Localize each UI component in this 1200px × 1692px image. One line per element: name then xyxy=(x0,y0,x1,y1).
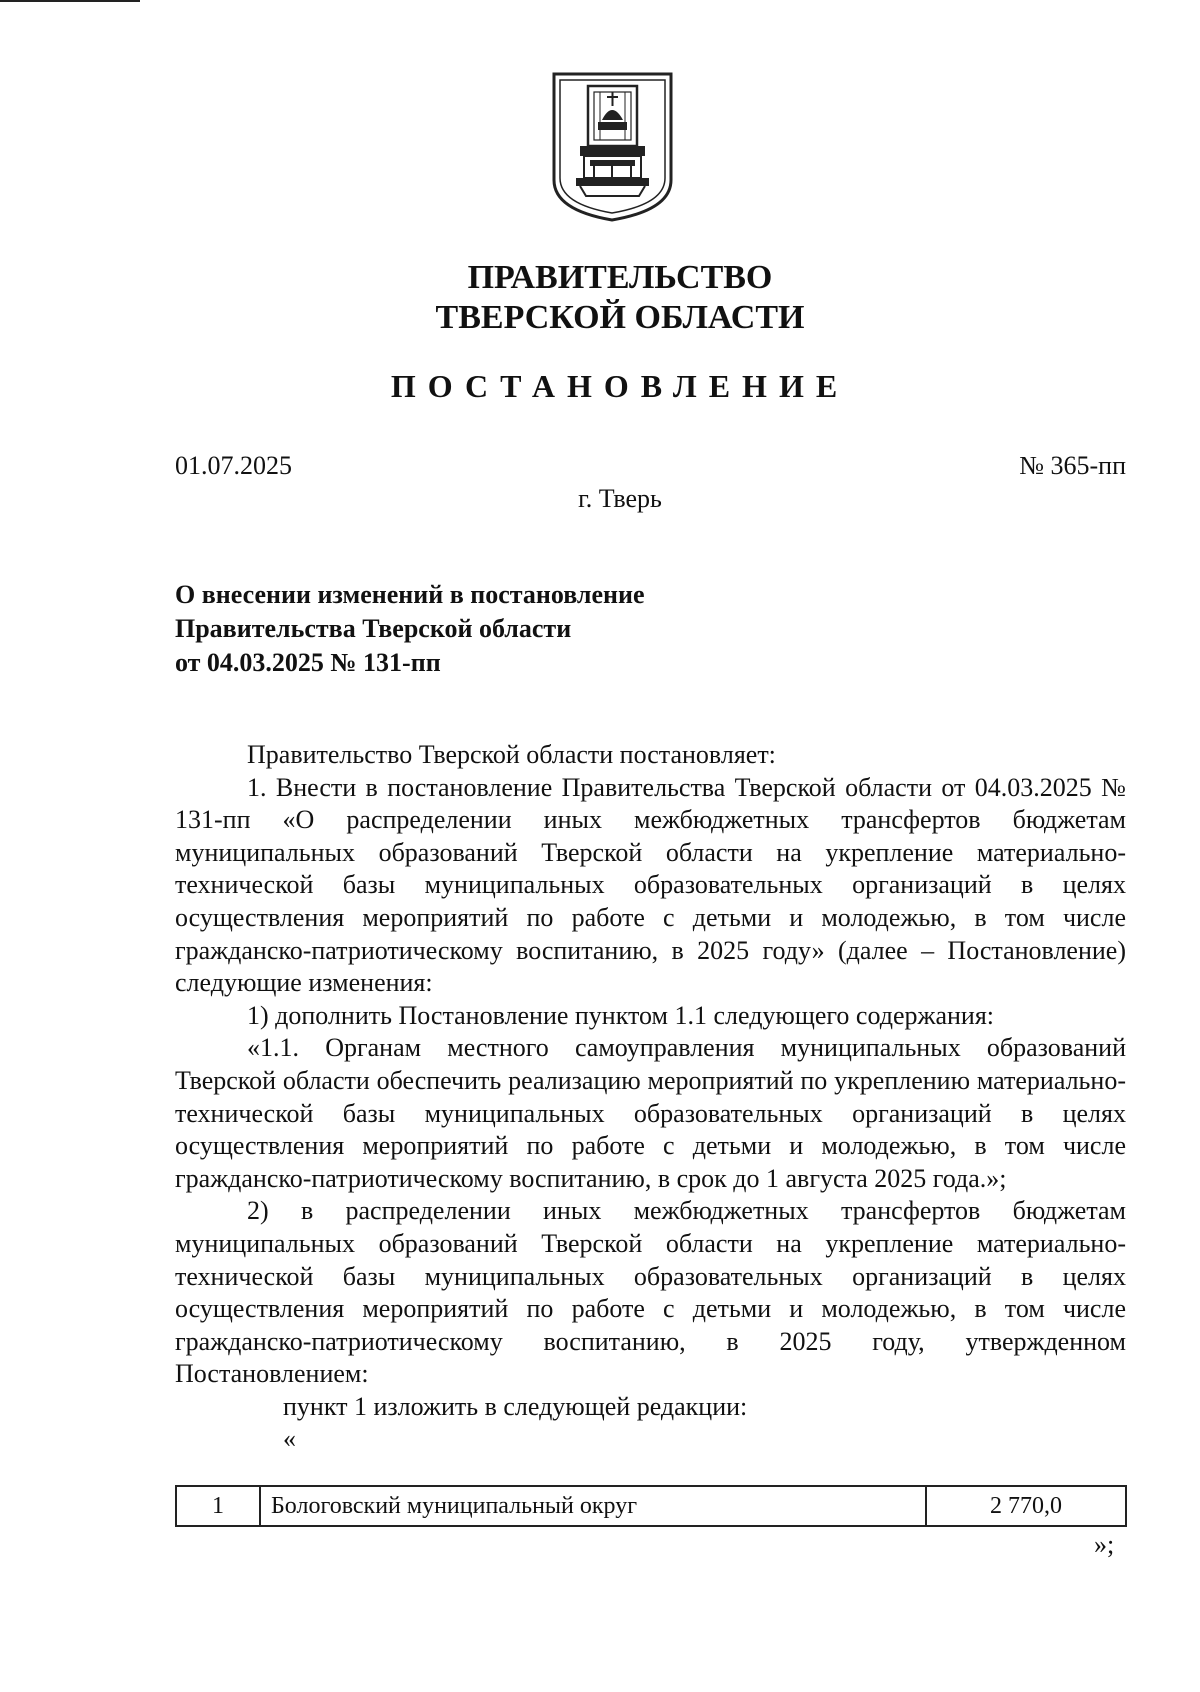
subject-line-2: Правительства Тверской области xyxy=(175,614,572,643)
body-paragraph-5: 2) в распределении иных межбюджетных трансфертов бюджетам муниципальных образований Тверской области на укрепление материально-технической базы муниципальных образовательных организаций в целях осуществления мероприятий по работе с детьми и молодежью, в том числе гражданско-патриотическому воспитанию, в 2025 году, утвержденном Постановлением: xyxy=(175,1196,1126,1389)
open-quote: « xyxy=(283,1424,296,1454)
body-paragraph-6: пункт 1 изложить в следующей редакции: xyxy=(283,1391,748,1421)
tver-coat-of-arms-icon xyxy=(550,70,675,222)
transfer-amount: 2 770,0 xyxy=(926,1486,1126,1526)
document-number: № 365-пп xyxy=(1019,451,1126,480)
table-row xyxy=(176,1486,1126,1526)
scan-edge-line xyxy=(0,0,140,2)
document-subject xyxy=(175,578,645,680)
body-paragraph-3: 1) дополнить Постановление пунктом 1.1 следующего содержания: xyxy=(247,1000,995,1030)
close-quote: »; xyxy=(1094,1530,1115,1559)
amendment-table xyxy=(175,1485,1127,1527)
row-number: 1 xyxy=(176,1486,260,1526)
municipality-name: Бологовский муниципальный округ xyxy=(260,1486,926,1526)
document-type: ПОСТАНОВЛЕНИЕ xyxy=(390,368,850,404)
body-paragraph-4: «1.1. Органам местного самоуправления муниципальных образований Тверской области обеспечить реализацию мероприятий по укреплению материально-технической базы муниципальных образовательных организаций в целях осуществления мероприятий по работе с детьми и молодежью, в том числе гражданско-патриотическому воспитанию, в срок до 1 августа 2025 года.»; xyxy=(175,1033,1126,1193)
document-body xyxy=(175,739,1126,1456)
body-paragraph-1: Правительство Тверской области постановляет: xyxy=(247,740,776,769)
authority-title xyxy=(0,258,1200,338)
document-date: 01.07.2025 xyxy=(175,451,292,480)
subject-line-3: от 04.03.2025 № 131-пп xyxy=(175,648,441,677)
subject-line-1: О внесении изменений в постановление xyxy=(175,580,645,609)
body-paragraph-2: 1. Внести в постановление Правительства Тверской области от 04.03.2025 № 131-пп «О распределении иных межбюджетных трансфертов бюджетам муниципальных образований Тверской области на укрепление материально-технической базы муниципальных образовательных организаций в целях осуществления мероприятий по работе с детьми и молодежью, в том числе гражданско-патриотическому воспитанию, в 2025 году» (далее – Постановление) следующие изменения: xyxy=(175,772,1126,998)
authority-line-1: ПРАВИТЕЛЬСТВО xyxy=(467,259,773,296)
document-city: г. Тверь xyxy=(578,484,662,513)
authority-line-2: ТВЕРСКОЙ ОБЛАСТИ xyxy=(435,299,805,336)
